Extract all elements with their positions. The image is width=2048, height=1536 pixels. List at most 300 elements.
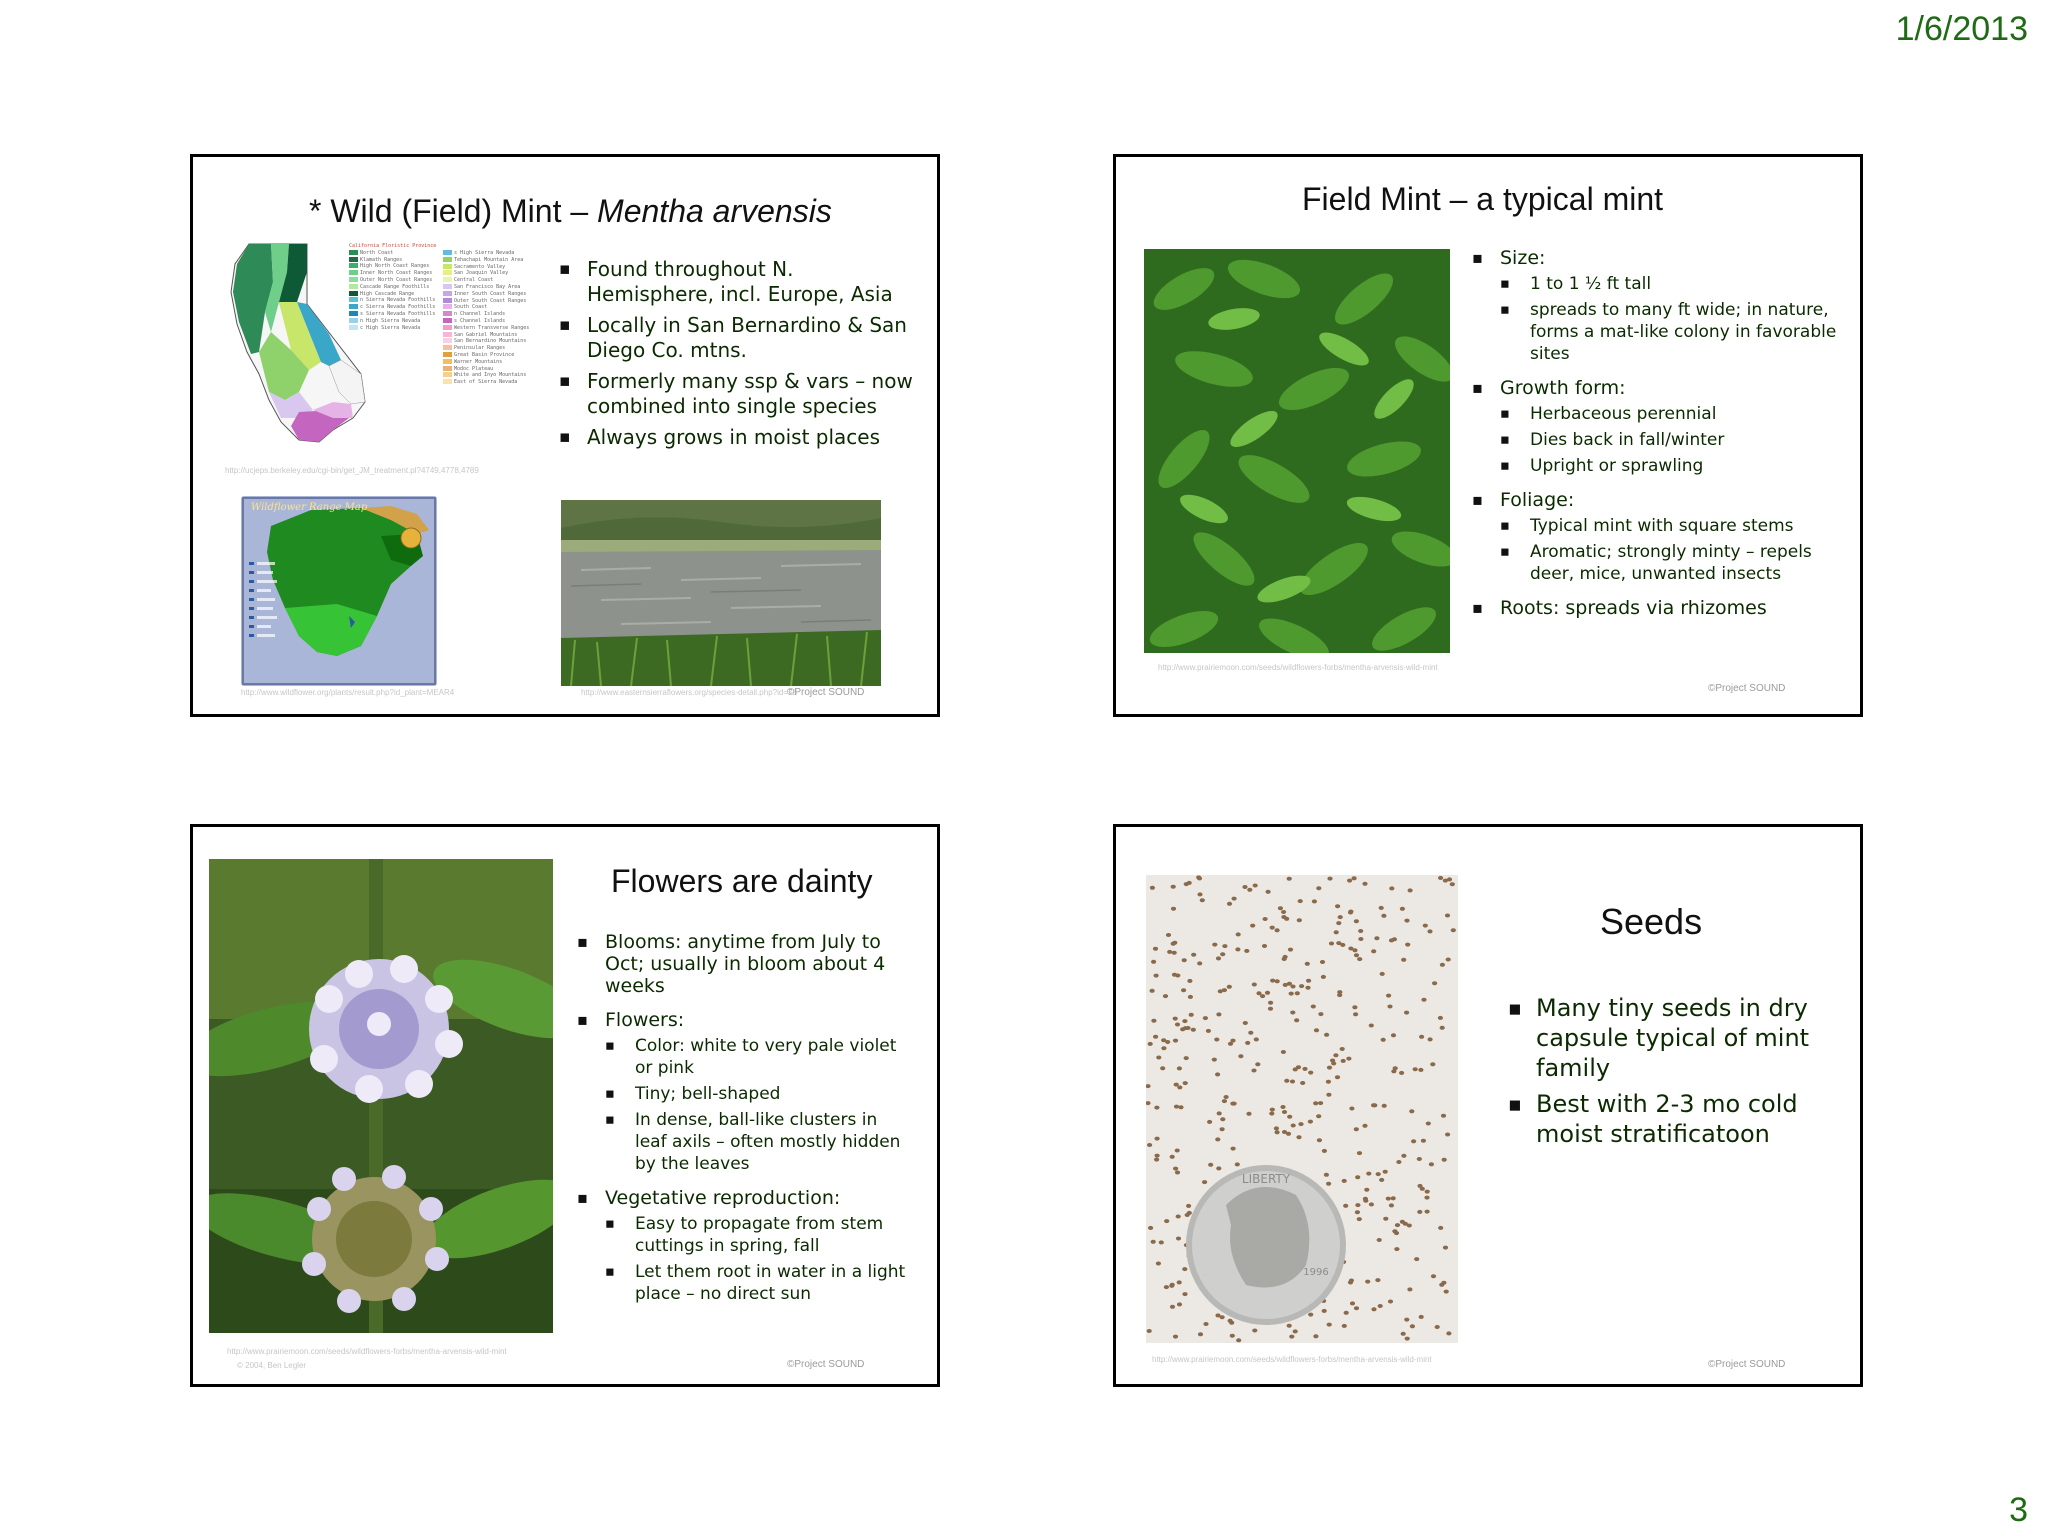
seed-dot — [1379, 1178, 1384, 1182]
seed-dot — [1327, 1066, 1332, 1070]
legend-label: Cascade Range Foothills — [360, 283, 430, 290]
seed-dot — [1254, 1037, 1259, 1041]
seed-dot — [1355, 1203, 1360, 1207]
seed-dot — [1252, 983, 1257, 987]
bullet-text: Roots: spreads via rhizomes — [1500, 597, 1767, 619]
seed-dot — [1177, 1302, 1182, 1306]
california-floristic-map — [229, 242, 369, 447]
seed-dot — [1148, 1226, 1153, 1230]
seeds-with-dime-photo — [1146, 875, 1458, 1343]
seed-dot — [1173, 1167, 1178, 1171]
seed-dot — [1326, 1182, 1331, 1186]
seed-dot — [1220, 952, 1225, 956]
legend-item — [349, 297, 436, 304]
seed-dot — [1425, 1210, 1430, 1214]
seed-dot — [1394, 1231, 1399, 1235]
legend-label: San Joaquin Valley — [454, 270, 509, 277]
seed-dot — [1174, 1105, 1179, 1109]
seed-dot — [1383, 1217, 1388, 1221]
seed-dot — [1445, 914, 1450, 918]
seed-dot — [1170, 1305, 1175, 1309]
seed-dot — [1265, 991, 1270, 995]
image-credit: http://www.prairiemoon.com/seeds/wildflowers-forbs/mentha-arvensis-wild-mint — [227, 1347, 507, 1356]
seed-dot — [1313, 1334, 1318, 1338]
seed-dot — [1262, 944, 1267, 948]
seed-dot — [1446, 958, 1451, 962]
seed-dot — [1215, 1313, 1220, 1317]
seed-dot — [1372, 1103, 1377, 1107]
seed-dot — [1288, 948, 1293, 952]
seed-dot — [1316, 1114, 1321, 1118]
seed-dot — [1299, 984, 1304, 988]
seed-dot — [1324, 1173, 1329, 1177]
legend-swatch — [443, 366, 452, 371]
seed-dot — [1405, 943, 1410, 947]
seed-dot — [1293, 1329, 1298, 1333]
seed-dot — [1409, 1109, 1414, 1113]
seed-dot — [1353, 1012, 1358, 1016]
coin-liberty: LIBERTY — [1241, 1172, 1291, 1186]
legend-item — [349, 318, 436, 325]
image-credit: http://www.wildflower.org/plants/result.php?id_plant=MEAR4 — [241, 688, 455, 697]
seed-dot — [1355, 1175, 1360, 1179]
seed-dot — [1177, 1280, 1182, 1284]
seed-dot — [1439, 1283, 1444, 1287]
seed-dot — [1191, 1028, 1196, 1032]
seed-dot — [1300, 1081, 1305, 1085]
wildflower-range-map — [241, 496, 437, 686]
seed-dot — [1380, 972, 1385, 976]
page-number: 3 — [2009, 1491, 2028, 1529]
sub-bullet-item: ▪ Let them root in water in a light place – no direct sun — [605, 1261, 909, 1305]
seed-dot — [1218, 989, 1223, 993]
seed-dot — [1151, 960, 1156, 964]
seed-dot — [1287, 982, 1292, 986]
seed-dot — [1222, 944, 1227, 948]
seed-dot — [1154, 974, 1159, 978]
legend-label: Inner North Coast Ranges — [360, 270, 433, 277]
seed-dot — [1232, 897, 1237, 901]
legend-swatch — [443, 257, 452, 262]
seed-dot — [1382, 1104, 1387, 1108]
seed-dot — [1270, 926, 1275, 930]
seed-dot — [1275, 1130, 1280, 1134]
bullet-list — [1472, 247, 1852, 619]
seed-dot — [1347, 879, 1352, 883]
seed-dot — [1244, 949, 1249, 953]
seed-dot — [1337, 993, 1342, 997]
seed-dot — [1154, 1106, 1159, 1110]
seed-dot — [1358, 937, 1363, 941]
seed-dot — [1214, 1038, 1219, 1042]
legend-item — [443, 257, 529, 264]
legend-swatch — [349, 325, 358, 330]
seed-dot — [1405, 1337, 1410, 1341]
seed-dot — [1440, 963, 1445, 967]
seed-dot — [1156, 1056, 1161, 1060]
map-legend-left — [349, 243, 436, 331]
slide-flowers-dainty — [190, 824, 940, 1387]
sub-bullet-item: ▪ Aromatic; strongly minty – repels deer, mice, unwanted insects — [1500, 541, 1852, 585]
seed-dot — [1163, 994, 1168, 998]
seed-dot — [1166, 933, 1171, 937]
legend-item — [349, 304, 436, 311]
seed-dot — [1334, 930, 1339, 934]
seed-dot — [1327, 877, 1332, 881]
seed-dot — [1444, 1290, 1449, 1294]
seed-dot — [1316, 886, 1321, 890]
seed-dot — [1287, 1115, 1292, 1119]
seed-dot — [1442, 1158, 1447, 1162]
seed-dot — [1388, 1300, 1393, 1304]
seed-dot — [1251, 1069, 1256, 1073]
seed-dot — [1378, 1304, 1383, 1308]
slide-wild-field-mint — [190, 154, 940, 717]
seed-dot — [1375, 1278, 1380, 1282]
slide-seeds — [1113, 824, 1863, 1387]
seed-dot — [1348, 910, 1353, 914]
seed-dot — [1153, 947, 1158, 951]
seed-dot — [1314, 1028, 1319, 1032]
seed-dot — [1269, 1112, 1274, 1116]
seed-dot — [1305, 986, 1310, 990]
seed-dot — [1235, 1162, 1240, 1166]
seed-dot — [1443, 1246, 1448, 1250]
legend-item — [443, 366, 529, 373]
seed-dot — [1446, 1331, 1451, 1335]
seed-dot — [1341, 1059, 1346, 1063]
legend-swatch — [443, 345, 452, 350]
seed-dot — [1246, 1112, 1251, 1116]
seed-dot — [1255, 1062, 1260, 1066]
seed-dot — [1413, 1067, 1418, 1071]
seed-dot — [1321, 975, 1326, 979]
legend-swatch — [443, 332, 452, 337]
seed-dot — [1438, 1016, 1443, 1020]
seed-dot — [1231, 1147, 1236, 1151]
copyright: ©Project SOUND — [787, 687, 865, 698]
sub-bullet-item: ▪ Tiny; bell-shaped — [605, 1083, 909, 1105]
seed-dot — [1296, 1065, 1301, 1069]
seed-dot — [1173, 1039, 1178, 1043]
seed-dot — [1336, 921, 1341, 925]
seed-dot — [1222, 1099, 1227, 1103]
legend-item — [443, 291, 529, 298]
legend-item — [349, 257, 436, 264]
seed-dot — [1191, 953, 1196, 957]
legend-item — [443, 277, 529, 284]
legend-label: Central Coast — [454, 277, 494, 284]
legend-swatch — [443, 284, 452, 289]
seed-dot — [1176, 1215, 1181, 1219]
legend-swatch — [443, 318, 452, 323]
image-credit: http://www.prairiemoon.com/seeds/wildflowers-forbs/mentha-arvensis-wild-mint — [1152, 1355, 1432, 1364]
legend-swatch — [349, 291, 358, 296]
legend-item — [349, 325, 436, 332]
seed-dot — [1394, 1247, 1399, 1251]
seed-dot — [1147, 1143, 1152, 1147]
seed-dot — [1369, 1202, 1374, 1206]
seed-dot — [1417, 1184, 1422, 1188]
sub-bullet-item: ▪ Easy to propagate from stem cuttings in spring, fall — [605, 1213, 909, 1257]
seed-dot — [1348, 1281, 1353, 1285]
seed-dot — [1308, 1313, 1313, 1317]
seed-dot — [1287, 877, 1292, 881]
seed-dot — [1357, 1217, 1362, 1221]
seed-dot — [1220, 1127, 1225, 1131]
seed-dot — [1306, 979, 1311, 983]
legend-item — [443, 264, 529, 271]
seed-dot — [1330, 1059, 1335, 1063]
legend-label: n Sierra Nevada Foothills — [360, 297, 436, 304]
legend-item — [443, 298, 529, 305]
seed-dot — [1247, 888, 1252, 892]
seed-dot — [1282, 957, 1287, 961]
legend-label: Inner South Coast Ranges — [454, 290, 527, 297]
seed-dot — [1187, 979, 1192, 983]
legend-label: n High Sierra Nevada — [360, 317, 421, 324]
bullet-item: ▪ Always grows in moist places — [559, 425, 919, 450]
bullet-text: Size: — [1500, 247, 1546, 269]
seed-dot — [1428, 1037, 1433, 1041]
seed-dot — [1147, 1329, 1152, 1333]
legend-item — [349, 250, 436, 257]
seed-dot — [1275, 928, 1280, 932]
seed-dot — [1161, 1046, 1166, 1050]
seed-dot — [1342, 1324, 1347, 1328]
map-legend-right — [443, 250, 529, 386]
legend-swatch — [349, 250, 358, 255]
seed-dot — [1366, 1172, 1371, 1176]
seed-dot — [1376, 1172, 1381, 1176]
legend-swatch — [443, 372, 452, 377]
seed-dot — [1408, 888, 1413, 892]
seed-dot — [1184, 1056, 1189, 1060]
mint-flower-photo — [209, 859, 553, 1333]
seed-dot — [1350, 1301, 1355, 1305]
seed-dot — [1324, 1033, 1329, 1037]
seed-dot — [1421, 1139, 1426, 1143]
seed-dot — [1230, 1334, 1235, 1338]
legend-label: Great Basin Province — [454, 351, 515, 358]
seed-dot — [1386, 1197, 1391, 1201]
seed-dot — [1342, 1179, 1347, 1183]
seed-dot — [1340, 1047, 1345, 1051]
seed-dot — [1418, 1068, 1423, 1072]
legend-item — [443, 359, 529, 366]
bullet-item — [577, 1187, 909, 1305]
seed-dot — [1160, 1066, 1165, 1070]
slide-title — [309, 193, 832, 230]
seed-dot — [1290, 1080, 1295, 1084]
seed-dot — [1206, 1029, 1211, 1033]
bullet-item: ▪ Many tiny seeds in dry capsule typical of mint family — [1508, 993, 1828, 1083]
seed-dot — [1311, 1005, 1316, 1009]
seed-dot — [1441, 1114, 1446, 1118]
seed-dot — [1182, 1267, 1187, 1271]
seed-dot — [1318, 1101, 1323, 1105]
seed-dot — [1151, 1240, 1156, 1244]
legend-item — [443, 318, 529, 325]
seed-dot — [1358, 929, 1363, 933]
sub-bullet-item: ▪ spreads to many ft wide; in nature, forms a mat-like colony in favorable sites — [1500, 299, 1852, 365]
seed-dot — [1270, 979, 1275, 983]
copyright: ©Project SOUND — [1708, 1359, 1786, 1370]
legend-swatch — [349, 257, 358, 262]
seed-dot — [1407, 1287, 1412, 1291]
legend-item — [349, 270, 436, 277]
legend-item — [443, 325, 529, 332]
slide-title: Seeds — [1600, 901, 1703, 942]
legend-item — [443, 352, 529, 359]
seed-dot — [1282, 1110, 1287, 1114]
legend-swatch — [349, 263, 358, 268]
seed-dot — [1202, 1180, 1207, 1184]
seed-dot — [1182, 1019, 1187, 1023]
seed-dot — [1169, 1284, 1174, 1288]
slide-title: Field Mint – a typical mint — [1302, 181, 1664, 217]
legend-label: Warner Mountains — [454, 358, 503, 365]
seed-dot — [1216, 956, 1221, 960]
seed-dot — [1308, 1071, 1313, 1075]
legend-label: Klamath Ranges — [360, 256, 403, 263]
legend-item — [443, 379, 529, 386]
seed-dot — [1357, 957, 1362, 961]
seed-dot — [1426, 1122, 1431, 1126]
seed-dot — [1374, 936, 1379, 940]
bullet-item: ▪ Best with 2-3 mo cold moist stratificatoon — [1508, 1089, 1828, 1149]
range-map-title: Wildflower Range Map — [251, 502, 368, 513]
seed-dot — [1298, 899, 1303, 903]
seed-dot — [1435, 1325, 1440, 1329]
seed-dot — [1365, 1280, 1370, 1284]
seed-dot — [1150, 886, 1155, 890]
legend-label: Modoc Plateau — [454, 365, 494, 372]
seed-dot — [1176, 1237, 1181, 1241]
seed-dot — [1203, 1016, 1208, 1020]
seed-dot — [1343, 1204, 1348, 1208]
seed-dot — [1161, 1038, 1166, 1042]
legend-swatch — [349, 311, 358, 316]
seed-dot — [1238, 1054, 1243, 1058]
legend-swatch — [443, 311, 452, 316]
seed-dot — [1383, 1170, 1388, 1174]
seed-dot — [1362, 1124, 1367, 1128]
seed-dot — [1363, 1197, 1368, 1201]
sub-bullet-item: ▪ Dies back in fall/winter — [1500, 429, 1852, 451]
bullet-item — [1472, 489, 1852, 585]
seed-dot — [1154, 1158, 1159, 1162]
seed-dot — [1312, 899, 1317, 903]
seed-dot — [1349, 1107, 1354, 1111]
seed-dot — [1175, 1171, 1180, 1175]
seed-dot — [1329, 942, 1334, 946]
seed-dot — [1281, 915, 1286, 919]
legend-label: High Cascade Range — [360, 290, 415, 297]
seed-dot — [1229, 1321, 1234, 1325]
legend-item — [443, 372, 529, 379]
seed-dot — [1445, 1133, 1450, 1137]
seed-dot — [1399, 1071, 1404, 1075]
bullet-item: ▪ Formerly many ssp & vars – now combined into single species — [559, 369, 919, 419]
seed-dot — [1186, 1204, 1191, 1208]
seed-dot — [1369, 1024, 1374, 1028]
seed-dot — [1227, 902, 1232, 906]
seed-dot — [1215, 1072, 1220, 1076]
legend-item — [443, 345, 529, 352]
seed-dot — [1155, 1137, 1160, 1141]
seed-dot — [1355, 1210, 1360, 1214]
seed-dot — [1174, 1083, 1179, 1087]
legend-swatch — [443, 304, 452, 309]
seed-dot — [1387, 1005, 1392, 1009]
seed-dot — [1281, 1050, 1286, 1054]
slide-title: Flowers are dainty — [611, 863, 873, 899]
seed-dot — [1432, 981, 1437, 985]
legend-item — [443, 250, 529, 257]
seed-dot — [1322, 1309, 1327, 1313]
seed-dot — [1354, 1127, 1359, 1131]
image-credit: http://www.prairiemoon.com/seeds/wildflowers-forbs/mentha-arvensis-wild-mint — [1158, 663, 1438, 672]
seed-dot — [1151, 1019, 1156, 1023]
seed-dot — [1333, 1053, 1338, 1057]
seed-dot — [1357, 1151, 1362, 1155]
seed-dot — [1410, 1324, 1415, 1328]
seed-dot — [1284, 1079, 1289, 1083]
legend-label: Peninsular Ranges — [454, 345, 506, 352]
seed-dot — [1278, 906, 1283, 910]
coin-year: 1996 — [1303, 1267, 1329, 1278]
seed-dot — [1274, 1126, 1279, 1130]
legend-swatch — [443, 338, 452, 343]
seed-dot — [1354, 1306, 1359, 1310]
seed-dot — [1150, 989, 1155, 993]
seed-dot — [1386, 994, 1391, 998]
seed-dot — [1451, 928, 1456, 932]
seed-dot — [1280, 1105, 1285, 1109]
seed-dot — [1364, 1188, 1369, 1192]
title-text: * Wild (Field) Mint – — [309, 193, 598, 229]
bullet-text: Foliage: — [1500, 489, 1575, 511]
bullet-item: ▪ Found throughout N. Hemisphere, incl. Europe, Asia — [559, 257, 919, 307]
legend-swatch — [349, 297, 358, 302]
legend-swatch — [349, 304, 358, 309]
seed-dot — [1175, 1149, 1180, 1153]
seed-dot — [1429, 1162, 1434, 1166]
bullet-list — [577, 931, 909, 1315]
legend-label: South Coast — [454, 304, 488, 311]
seed-dot — [1164, 1219, 1169, 1223]
seed-dot — [1443, 879, 1448, 883]
seed-dot — [1348, 947, 1353, 951]
seed-dot — [1175, 974, 1180, 978]
legend-swatch — [443, 298, 452, 303]
seed-dot — [1417, 1210, 1422, 1214]
seed-dot — [1243, 1021, 1248, 1025]
seed-dot — [1188, 995, 1193, 999]
seed-dot — [1248, 1031, 1253, 1035]
mint-foliage-photo — [1144, 249, 1450, 653]
seed-dot — [1302, 1067, 1307, 1071]
seed-dot — [1208, 1163, 1213, 1167]
river-habitat-photo — [561, 500, 881, 686]
seed-dot — [1181, 988, 1186, 992]
seed-dot — [1281, 910, 1286, 914]
seed-dot — [1391, 1196, 1396, 1200]
seed-dot — [1438, 876, 1443, 880]
seed-dot — [1338, 915, 1343, 919]
legend-item — [443, 332, 529, 339]
